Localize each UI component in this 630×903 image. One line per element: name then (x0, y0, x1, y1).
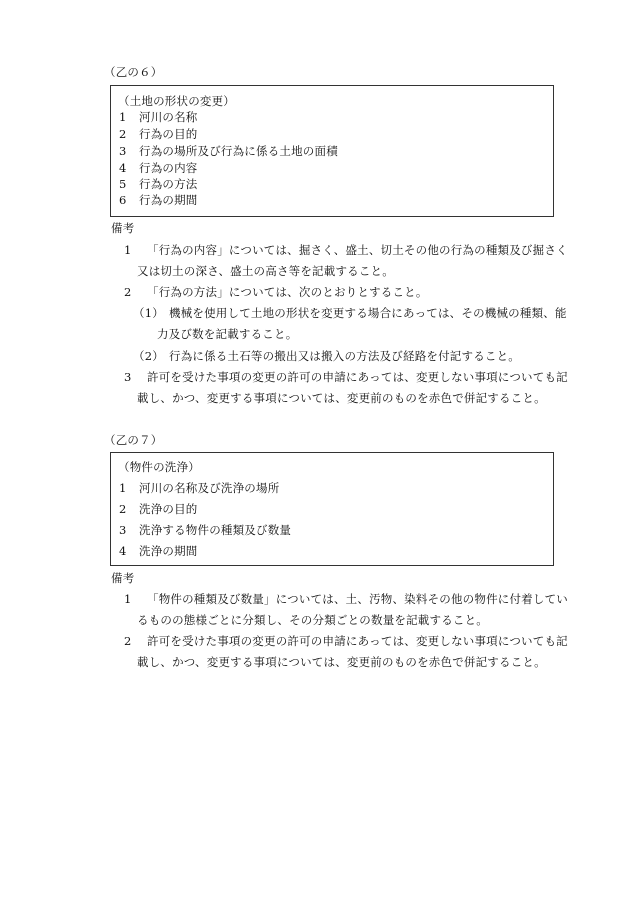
form-items-box (110, 85, 554, 217)
item-number: 3 (119, 523, 127, 537)
notes-heading: 備考 (111, 221, 135, 235)
note-number: 3 (124, 370, 132, 384)
item-text: 河川の名称 (139, 110, 198, 124)
box-title: （物件の洗浄） (118, 460, 200, 474)
sub-note-number: （1） (133, 306, 164, 320)
item-text: 行為の場所及び行為に係る土地の面積 (139, 144, 338, 158)
note-line: 「行為の内容」については、掘さく、盛土、切土その他の行為の種類及び掘さく (147, 243, 568, 257)
sub-note-number: （2） (133, 349, 164, 363)
note-number: 2 (124, 285, 132, 299)
item-text: 行為の期間 (139, 193, 198, 207)
box-title: （土地の形状の変更） (118, 94, 235, 108)
note-line: るものの態様ごとに分類し、その分類ごとの数量を記載すること。 (137, 613, 488, 627)
sub-note-line: 力及び数を記載すること。 (157, 327, 298, 341)
notes-heading: 備考 (111, 571, 135, 585)
item-number: 4 (119, 161, 127, 175)
note-line: 「物件の種類及び数量」については、土、汚物、染料その他の物件に付着してい (147, 592, 568, 606)
sub-note-line: 行為に係る土石等の搬出又は搬入の方法及び経路を付記すること。 (169, 349, 520, 363)
note-number: 1 (124, 243, 132, 257)
item-text: 洗浄する物件の種類及び数量 (139, 523, 292, 537)
note-line: 又は切土の深さ、盛土の高さ等を記載すること。 (137, 264, 394, 278)
note-line: 載し、かつ、変更する事項については、変更前のものを赤色で併記すること。 (137, 391, 546, 405)
item-number: 2 (119, 127, 127, 141)
item-number: 4 (119, 544, 127, 558)
item-number: 2 (119, 502, 127, 516)
item-text: 洗浄の期間 (139, 544, 198, 558)
item-text: 行為の方法 (139, 177, 198, 191)
note-line: 許可を受けた事項の変更の許可の申請にあっては、変更しない事項についても記 (147, 634, 568, 648)
sub-note-line: 機械を使用して土地の形状を変更する場合にあっては、その機械の種類、能 (169, 306, 567, 320)
section-label: （乙の７） (104, 433, 163, 447)
note-number: 2 (124, 634, 132, 648)
item-number: 6 (119, 193, 127, 207)
item-number: 5 (119, 177, 127, 191)
item-number: 3 (119, 144, 127, 158)
note-line: 載し、かつ、変更する事項については、変更前のものを赤色で併記すること。 (137, 655, 546, 669)
item-number: 1 (119, 110, 127, 124)
item-text: 洗浄の目的 (139, 502, 198, 516)
form-items-box (110, 452, 554, 566)
note-line: 許可を受けた事項の変更の許可の申請にあっては、変更しない事項についても記 (147, 370, 568, 384)
section-label: （乙の６） (104, 65, 163, 79)
note-number: 1 (124, 592, 132, 606)
item-text: 行為の内容 (139, 161, 198, 175)
item-number: 1 (119, 481, 127, 495)
note-line: 「行為の方法」については、次のとおりとすること。 (147, 285, 428, 299)
item-text: 行為の目的 (139, 127, 198, 141)
item-text: 河川の名称及び洗浄の場所 (139, 481, 280, 495)
